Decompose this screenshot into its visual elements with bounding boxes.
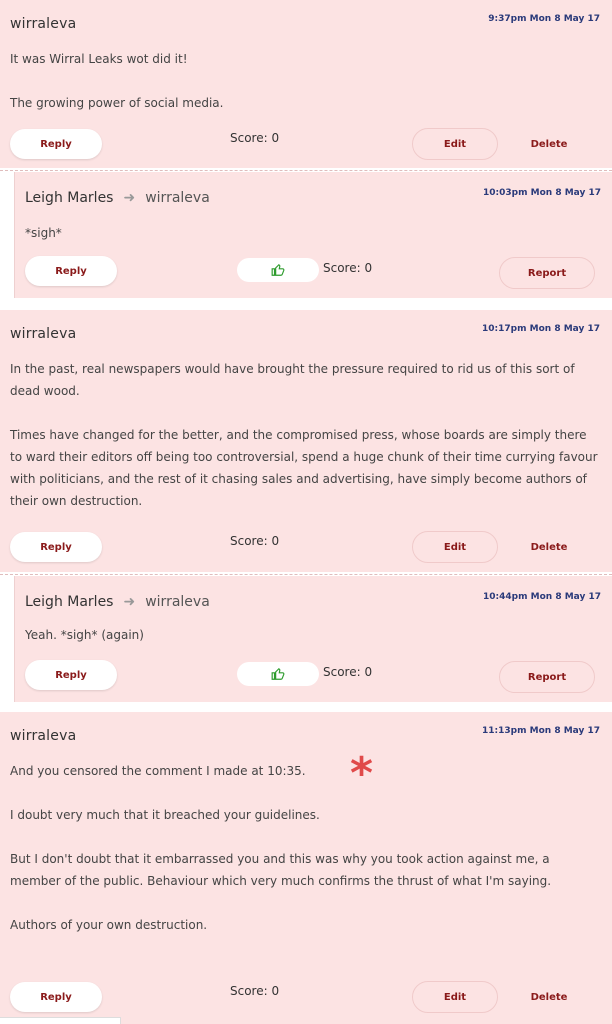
- edit-button[interactable]: Edit: [412, 981, 498, 1013]
- reply-author[interactable]: Leigh Marles: [25, 190, 114, 206]
- comment: [0, 0, 612, 168]
- reply-button[interactable]: Reply: [25, 256, 117, 286]
- thumbs-up-icon: [271, 263, 285, 277]
- divider: [0, 574, 612, 575]
- reply-comment: [14, 172, 612, 298]
- comment-paragraph: But I don't doubt that it embarrassed you and this was why you took action against me, a member of the public. Behaviour which very much confirms the thrust of what I'm saying.: [10, 852, 552, 888]
- reply-header: [25, 594, 210, 610]
- comment-author[interactable]: wirraleva: [10, 326, 77, 342]
- comment-score: Score: 0: [230, 534, 280, 548]
- comment-timestamp: 10:17pm Mon 8 May 17: [482, 324, 600, 334]
- comment-timestamp: 11:13pm Mon 8 May 17: [482, 726, 600, 736]
- reply-header: [25, 190, 210, 206]
- edit-button[interactable]: Edit: [412, 531, 498, 563]
- reply-to[interactable]: wirraleva: [145, 594, 210, 610]
- comment-author[interactable]: wirraleva: [10, 16, 77, 32]
- comment-paragraph: I doubt very much that it breached your guidelines.: [10, 808, 320, 822]
- reply-score: Score: 0: [323, 665, 373, 679]
- annotation-asterisk: *: [350, 748, 374, 799]
- reply-arrow-icon: ➜: [123, 190, 136, 206]
- like-button[interactable]: [237, 662, 319, 686]
- comment-score: Score: 0: [230, 984, 280, 998]
- thumbs-up-icon: [271, 667, 285, 681]
- comment-paragraph: It was Wirral Leaks wot did it!: [10, 52, 188, 66]
- reply-body: Yeah. *sigh* (again): [25, 628, 144, 642]
- like-button[interactable]: [237, 258, 319, 282]
- scroll-edge: [0, 1017, 121, 1024]
- reply-body: *sigh*: [25, 226, 62, 240]
- delete-button[interactable]: Delete: [530, 991, 568, 1003]
- delete-button[interactable]: Delete: [530, 541, 568, 553]
- comment-author[interactable]: wirraleva: [10, 728, 77, 744]
- divider: [0, 170, 612, 171]
- report-button[interactable]: Report: [499, 661, 595, 693]
- reply-button[interactable]: Reply: [10, 532, 102, 562]
- comment-paragraph: And you censored the comment I made at 10:35.: [10, 764, 306, 778]
- reply-timestamp: 10:03pm Mon 8 May 17: [483, 188, 601, 198]
- comment-paragraph: In the past, real newspapers would have brought the pressure required to rid us of this sort of dead wood.: [10, 362, 575, 398]
- reply-score: Score: 0: [323, 261, 373, 275]
- delete-button[interactable]: Delete: [530, 138, 568, 150]
- comment-paragraph: Authors of your own destruction.: [10, 918, 208, 932]
- comment-paragraph: Times have changed for the better, and the compromised press, whose boards are simply there to ward their editors off being too controversial, spend a huge chunk of their time currying favour with politicians, and the rest of it chasing sales and advertising, have simply become authors of their own destruction.: [10, 428, 598, 508]
- reply-author[interactable]: Leigh Marles: [25, 594, 114, 610]
- comment-body: [10, 48, 598, 114]
- comment-timestamp: 9:37pm Mon 8 May 17: [488, 14, 600, 24]
- reply-comment: [14, 576, 612, 702]
- reply-button[interactable]: Reply: [10, 129, 102, 159]
- comment-paragraph: The growing power of social media.: [10, 96, 224, 110]
- comment-body: [10, 358, 598, 512]
- reply-button[interactable]: Reply: [10, 982, 102, 1012]
- edit-button[interactable]: Edit: [412, 128, 498, 160]
- comment: [0, 712, 612, 1024]
- comment-body: [10, 760, 598, 936]
- reply-button[interactable]: Reply: [25, 660, 117, 690]
- comment-score: Score: 0: [230, 131, 280, 145]
- reply-to[interactable]: wirraleva: [145, 190, 210, 206]
- reply-arrow-icon: ➜: [123, 594, 136, 610]
- report-button[interactable]: Report: [499, 257, 595, 289]
- comment: [0, 310, 612, 572]
- reply-timestamp: 10:44pm Mon 8 May 17: [483, 592, 601, 602]
